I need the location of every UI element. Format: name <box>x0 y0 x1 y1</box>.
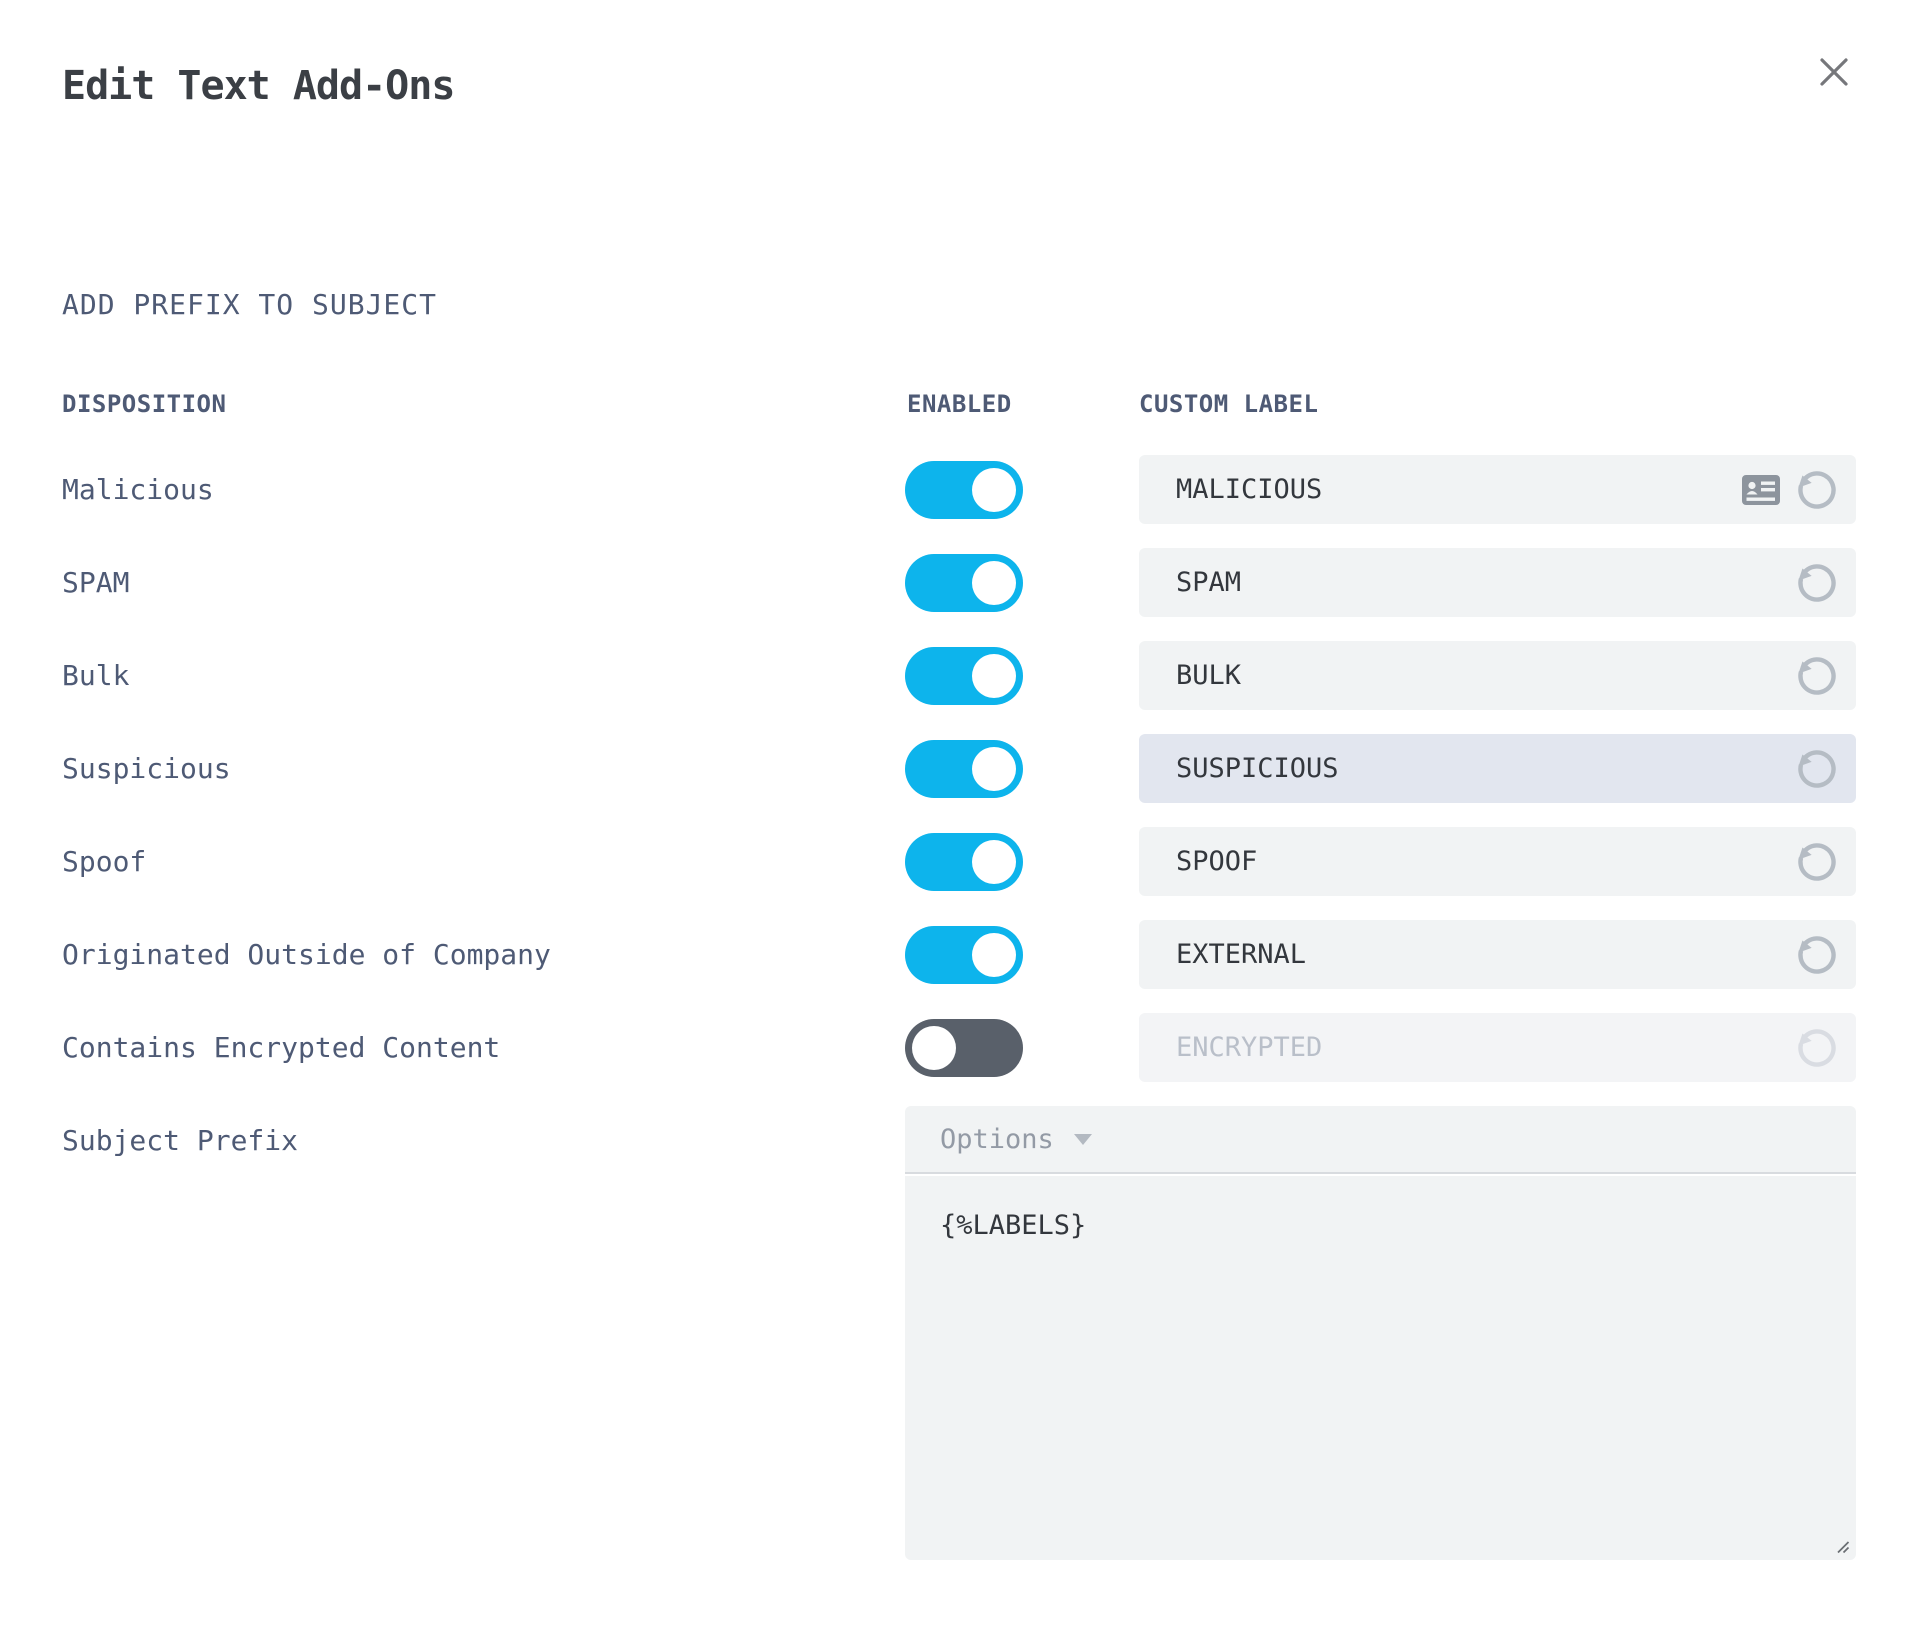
disposition-label: Contains Encrypted Content <box>62 1031 501 1064</box>
disposition-row <box>0 548 1908 617</box>
subject-prefix-textarea[interactable] <box>905 1176 1856 1560</box>
column-header-enabled: ENABLED <box>907 390 1012 418</box>
column-headers <box>0 390 1908 420</box>
field-icons <box>1794 839 1840 885</box>
subject-prefix-editor <box>905 1106 1856 1560</box>
column-header-disposition: DISPOSITION <box>62 390 227 418</box>
toggle-cell <box>905 554 1139 612</box>
disposition-label: Originated Outside of Company <box>62 938 551 971</box>
disposition-row <box>0 827 1908 896</box>
toggle-cell <box>905 833 1139 891</box>
page-title: Edit Text Add-Ons <box>62 63 455 109</box>
subject-prefix-label: Subject Prefix <box>62 1123 299 1157</box>
reset-icon[interactable] <box>1794 1025 1840 1071</box>
field-icons <box>1742 467 1840 513</box>
enabled-toggle[interactable] <box>905 554 1023 612</box>
custom-label-field <box>1139 548 1856 617</box>
custom-label-input[interactable] <box>1176 660 1794 691</box>
disposition-label: Bulk <box>62 659 130 692</box>
resize-handle-icon[interactable] <box>1835 1539 1851 1555</box>
enabled-toggle[interactable] <box>905 647 1023 705</box>
field-icons <box>1794 560 1840 606</box>
disposition-rows <box>0 455 1908 1560</box>
toggle-cell <box>905 926 1139 984</box>
reset-icon[interactable] <box>1794 653 1840 699</box>
custom-label-field <box>1139 455 1856 524</box>
disposition-label: Suspicious <box>62 752 231 785</box>
disposition-label: SPAM <box>62 566 130 599</box>
toggle-knob <box>972 468 1016 512</box>
disposition-row <box>0 455 1908 524</box>
options-dropdown-label: Options <box>940 1123 1054 1155</box>
custom-label-input[interactable] <box>1176 846 1794 877</box>
toggle-knob <box>972 933 1016 977</box>
custom-label-input[interactable] <box>1176 753 1794 784</box>
reset-icon[interactable] <box>1794 746 1840 792</box>
toggle-knob <box>912 1026 956 1070</box>
disposition-row <box>0 1013 1908 1082</box>
toggle-cell <box>905 647 1139 705</box>
toggle-knob <box>972 561 1016 605</box>
field-icons <box>1794 932 1840 978</box>
field-icons <box>1794 1025 1840 1071</box>
disposition-label: Spoof <box>62 845 147 878</box>
custom-label-input[interactable] <box>1176 567 1794 598</box>
custom-label-input[interactable] <box>1176 1032 1794 1063</box>
enabled-toggle[interactable] <box>905 740 1023 798</box>
custom-label-field <box>1139 1013 1856 1082</box>
custom-label-input[interactable] <box>1176 939 1794 970</box>
custom-label-field <box>1139 734 1856 803</box>
toggle-knob <box>972 654 1016 698</box>
reset-icon[interactable] <box>1794 467 1840 513</box>
reset-icon[interactable] <box>1794 932 1840 978</box>
custom-label-field <box>1139 920 1856 989</box>
toggle-knob <box>972 747 1016 791</box>
field-icons <box>1794 653 1840 699</box>
column-header-custom-label: CUSTOM LABEL <box>1139 390 1319 418</box>
field-icons <box>1794 746 1840 792</box>
toggle-knob <box>972 840 1016 884</box>
enabled-toggle[interactable] <box>905 926 1023 984</box>
toggle-cell <box>905 1019 1139 1077</box>
toggle-cell <box>905 461 1139 519</box>
custom-label-field <box>1139 827 1856 896</box>
chevron-down-icon <box>1074 1134 1092 1145</box>
custom-label-input[interactable] <box>1176 474 1742 505</box>
disposition-label: Malicious <box>62 473 214 506</box>
disposition-row <box>0 734 1908 803</box>
reset-icon[interactable] <box>1794 839 1840 885</box>
enabled-toggle[interactable] <box>905 1019 1023 1077</box>
section-heading: ADD PREFIX TO SUBJECT <box>62 288 438 321</box>
enabled-toggle[interactable] <box>905 833 1023 891</box>
options-dropdown[interactable] <box>905 1106 1856 1174</box>
close-button[interactable] <box>1810 48 1858 96</box>
toggle-cell <box>905 740 1139 798</box>
contact-card-icon[interactable] <box>1742 475 1780 505</box>
disposition-row <box>0 920 1908 989</box>
disposition-row <box>0 641 1908 710</box>
reset-icon[interactable] <box>1794 560 1840 606</box>
enabled-toggle[interactable] <box>905 461 1023 519</box>
custom-label-field <box>1139 641 1856 710</box>
subject-prefix-row <box>0 1106 1908 1560</box>
close-icon <box>1816 54 1852 90</box>
